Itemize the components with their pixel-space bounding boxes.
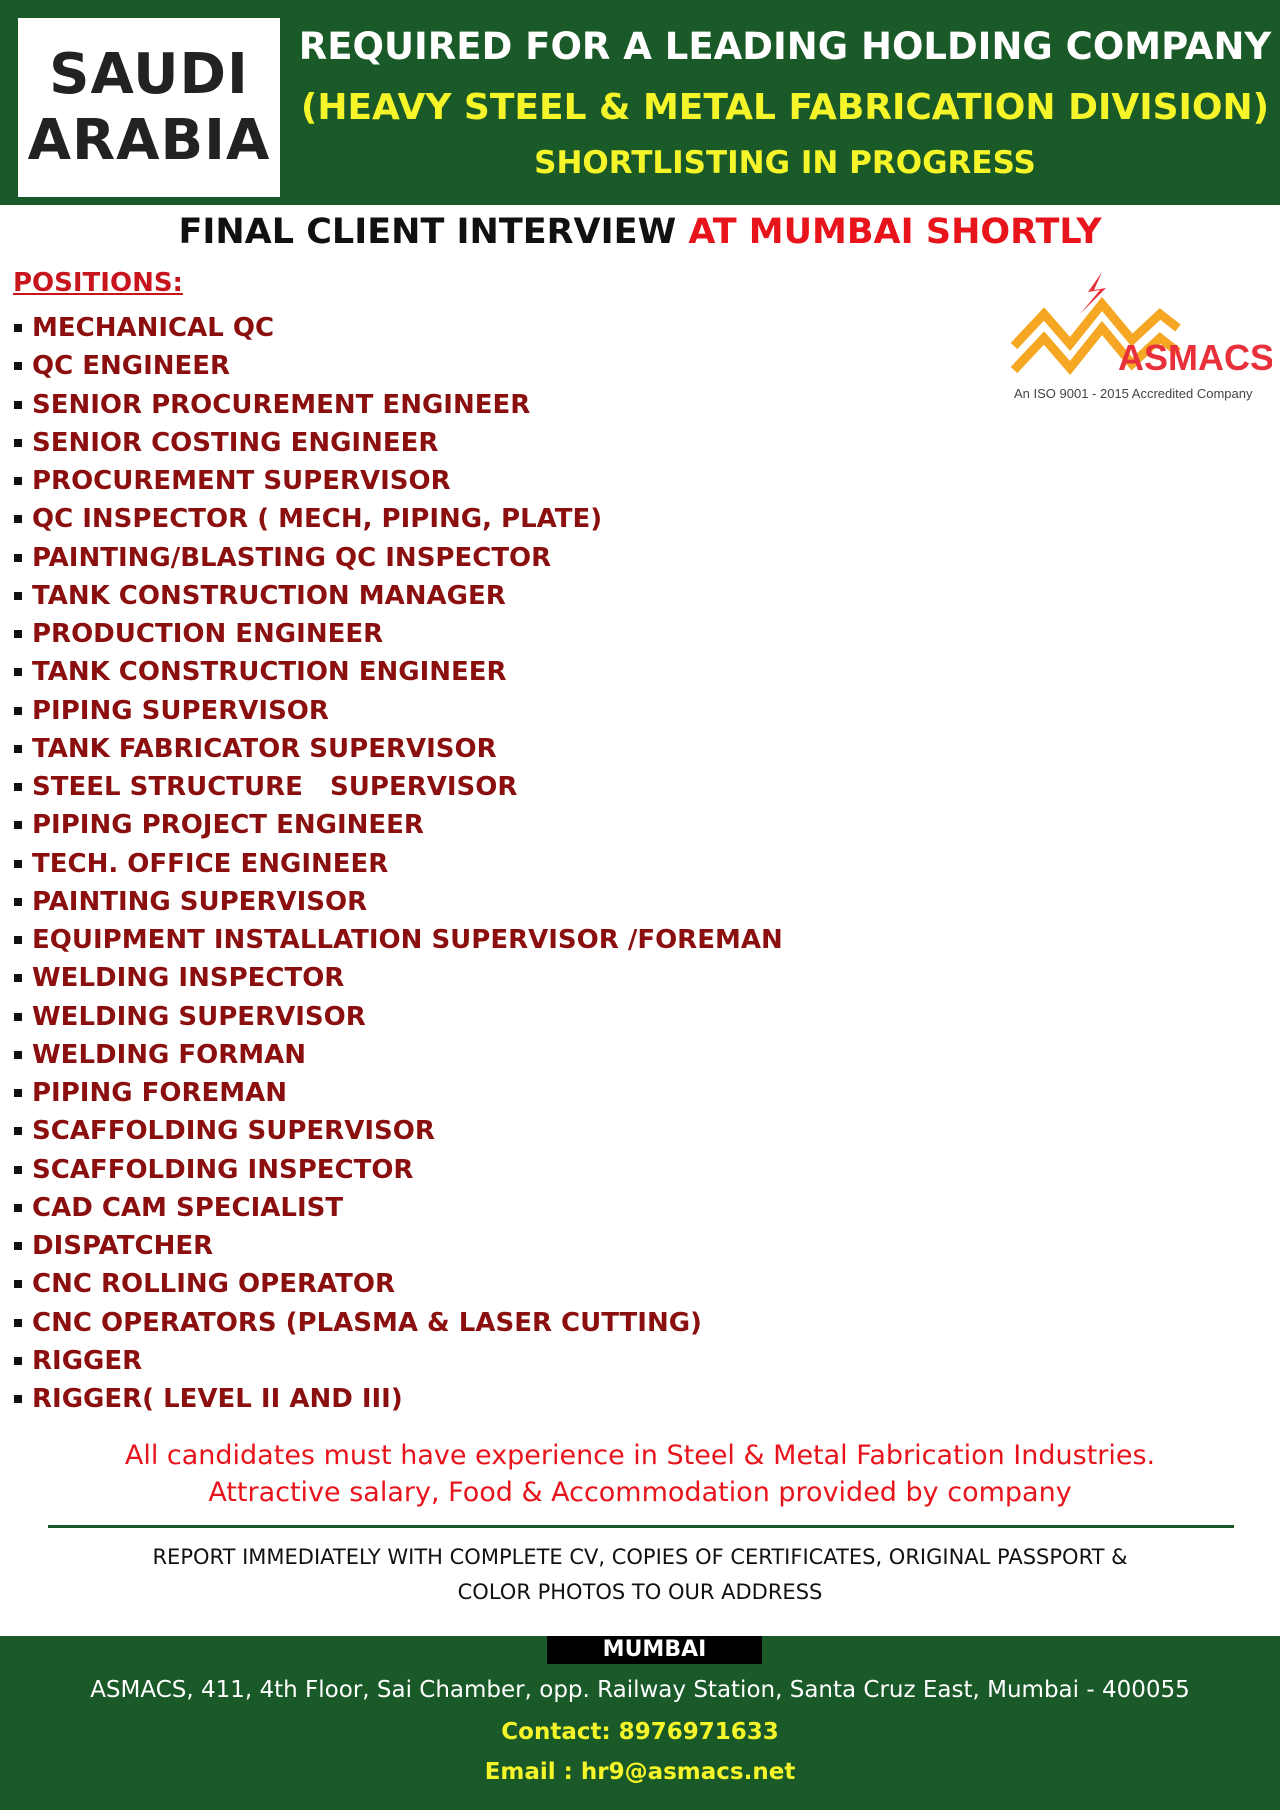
bullet-icon xyxy=(14,707,22,715)
bullet-icon xyxy=(14,592,22,600)
bullet-icon xyxy=(14,860,22,868)
position-item xyxy=(14,462,964,500)
contact-phone: Contact: 8976971633 xyxy=(501,1719,779,1745)
position-label: STEEL STRUCTURE SUPERVISOR xyxy=(32,772,518,803)
position-item xyxy=(14,768,964,806)
position-label: QC INSPECTOR ( MECH, PIPING, PLATE) xyxy=(32,504,603,535)
bullet-icon xyxy=(14,324,22,332)
position-item xyxy=(14,653,964,691)
position-label: TANK FABRICATOR SUPERVISOR xyxy=(32,733,497,764)
position-label: DISPATCHER xyxy=(32,1231,214,1262)
position-item xyxy=(14,730,964,768)
position-label: WELDING SUPERVISOR xyxy=(32,1001,366,1032)
position-item xyxy=(14,692,964,730)
position-label: QC ENGINEER xyxy=(32,351,231,382)
interview-heading-main: FINAL CLIENT INTERVIEW xyxy=(178,212,689,252)
position-item xyxy=(14,845,964,883)
report-line-1: REPORT IMMEDIATELY WITH COMPLETE CV, COPIES OF CERTIFICATES, ORIGINAL PASSPORT & xyxy=(152,1545,1128,1569)
header-banner xyxy=(0,0,1280,205)
position-label: SENIOR COSTING ENGINEER xyxy=(32,427,439,458)
bullet-icon xyxy=(14,1242,22,1250)
position-item xyxy=(14,1380,964,1418)
bullet-icon xyxy=(14,1280,22,1288)
contact-email: Email : hr9@asmacs.net xyxy=(484,1759,796,1785)
bullet-icon xyxy=(14,401,22,409)
header-lines xyxy=(290,0,1280,205)
position-label: PRODUCTION ENGINEER xyxy=(32,619,384,650)
header-status-line: SHORTLISTING IN PROGRESS xyxy=(534,145,1036,181)
position-label: PAINTING/BLASTING QC INSPECTOR xyxy=(32,542,552,573)
bullet-icon xyxy=(14,783,22,791)
position-item xyxy=(14,539,964,577)
bullet-icon xyxy=(14,668,22,676)
bullet-icon xyxy=(14,630,22,638)
position-item xyxy=(14,1342,964,1380)
bullet-icon xyxy=(14,477,22,485)
header-company-line: REQUIRED FOR A LEADING HOLDING COMPANY xyxy=(298,25,1272,68)
position-label: CNC OPERATORS (PLASMA & LASER CUTTING) xyxy=(32,1307,702,1338)
country-box xyxy=(15,15,283,200)
bullet-icon xyxy=(14,974,22,982)
position-item xyxy=(14,806,964,844)
bullet-icon xyxy=(14,1166,22,1174)
footer-banner xyxy=(0,1636,1280,1810)
position-item xyxy=(14,959,964,997)
bullet-icon xyxy=(14,936,22,944)
position-label: PROCUREMENT SUPERVISOR xyxy=(32,466,451,497)
report-instructions xyxy=(40,1540,1240,1610)
bullet-icon xyxy=(14,554,22,562)
position-label: SCAFFOLDING SUPERVISOR xyxy=(32,1116,435,1147)
country-line-1: SAUDI xyxy=(49,41,249,107)
experience-line-2: Attractive salary, Food & Accommodation provided by company xyxy=(208,1477,1072,1508)
position-label: MECHANICAL QC xyxy=(32,313,275,344)
position-item xyxy=(14,386,964,424)
position-item xyxy=(14,1265,964,1303)
position-label: PIPING PROJECT ENGINEER xyxy=(32,810,424,841)
interview-heading-location: AT MUMBAI SHORTLY xyxy=(688,212,1102,252)
position-item xyxy=(14,1304,964,1342)
position-label: TECH. OFFICE ENGINEER xyxy=(32,848,389,879)
bullet-icon xyxy=(14,1013,22,1021)
position-label: PIPING FOREMAN xyxy=(32,1078,288,1109)
position-label: CNC ROLLING OPERATOR xyxy=(32,1269,395,1300)
zigzag-mountain-lightning-icon xyxy=(1010,268,1272,408)
position-item xyxy=(14,921,964,959)
position-item xyxy=(14,500,964,538)
position-item xyxy=(14,1189,964,1227)
position-label: WELDING FORMAN xyxy=(32,1039,307,1070)
bullet-icon xyxy=(14,515,22,523)
position-item xyxy=(14,1227,964,1265)
position-label: PAINTING SUPERVISOR xyxy=(32,886,368,917)
position-label: SENIOR PROCUREMENT ENGINEER xyxy=(32,389,531,420)
header-division-line: (HEAVY STEEL & METAL FABRICATION DIVISION) xyxy=(300,87,1270,128)
position-item xyxy=(14,309,964,347)
experience-line-1: All candidates must have experience in Steel & Metal Fabrication Industries. xyxy=(124,1440,1156,1471)
position-item xyxy=(14,347,964,385)
position-label: RIGGER xyxy=(32,1345,143,1376)
position-item xyxy=(14,1151,964,1189)
bullet-icon xyxy=(14,1051,22,1059)
city-badge: MUMBAI xyxy=(547,1636,762,1664)
position-label: PIPING SUPERVISOR xyxy=(32,695,329,726)
position-label: TANK CONSTRUCTION ENGINEER xyxy=(32,657,507,688)
office-address: ASMACS, 411, 4th Floor, Sai Chamber, opp. Railway Station, Santa Cruz East, Mumbai - 400055 xyxy=(90,1677,1190,1703)
bullet-icon xyxy=(14,898,22,906)
position-label: RIGGER( LEVEL II AND III) xyxy=(32,1384,403,1415)
bullet-icon xyxy=(14,745,22,753)
bullet-icon xyxy=(14,1395,22,1403)
asmacs-logo xyxy=(1010,268,1272,408)
positions-list xyxy=(14,309,964,1418)
section-divider xyxy=(48,1525,1234,1528)
logo-tagline: An ISO 9001 - 2015 Accredited Company xyxy=(1014,386,1253,401)
bullet-icon xyxy=(14,821,22,829)
positions-title: POSITIONS: xyxy=(13,268,183,298)
position-label: WELDING INSPECTOR xyxy=(32,963,345,994)
report-line-2: COLOR PHOTOS TO OUR ADDRESS xyxy=(457,1580,823,1604)
bullet-icon xyxy=(14,1204,22,1212)
position-label: CAD CAM SPECIALIST xyxy=(32,1192,344,1223)
position-item xyxy=(14,883,964,921)
interview-heading xyxy=(0,208,1280,256)
position-label: TANK CONSTRUCTION MANAGER xyxy=(32,580,506,611)
position-item xyxy=(14,424,964,462)
bullet-icon xyxy=(14,1089,22,1097)
position-item xyxy=(14,1036,964,1074)
position-label: SCAFFOLDING INSPECTOR xyxy=(32,1154,414,1185)
position-item xyxy=(14,577,964,615)
bullet-icon xyxy=(14,362,22,370)
logo-name: ASMACS xyxy=(1118,337,1272,378)
experience-note xyxy=(0,1437,1280,1511)
position-item xyxy=(14,615,964,653)
bullet-icon xyxy=(14,1127,22,1135)
position-item xyxy=(14,1112,964,1150)
bullet-icon xyxy=(14,1357,22,1365)
position-item xyxy=(14,1074,964,1112)
country-line-2: ARABIA xyxy=(27,107,271,173)
position-label: EQUIPMENT INSTALLATION SUPERVISOR /FOREMAN xyxy=(32,925,783,956)
position-item xyxy=(14,998,964,1036)
bullet-icon xyxy=(14,1319,22,1327)
bullet-icon xyxy=(14,439,22,447)
